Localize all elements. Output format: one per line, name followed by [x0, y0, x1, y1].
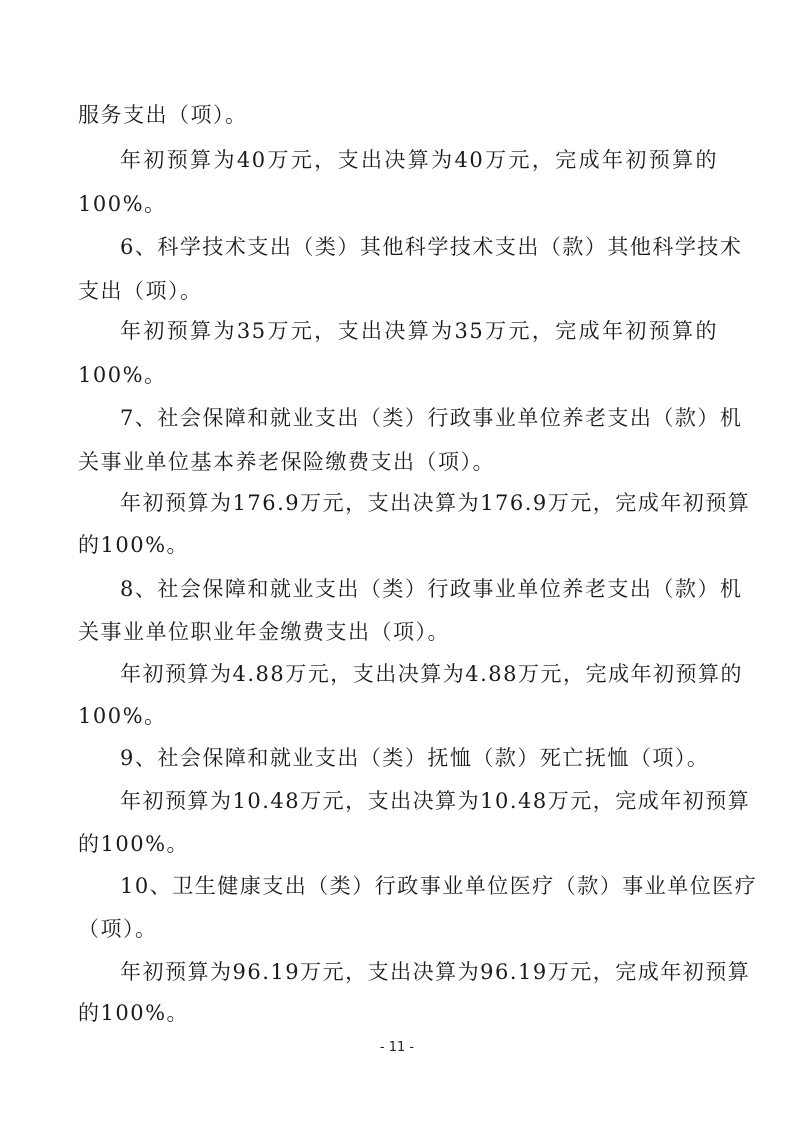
text-line: 年初预算为176.9万元，支出决算为176.9万元，完成年初预算 [120, 491, 751, 515]
page-number: - 11 - [379, 1040, 415, 1055]
text-line: 年初预算为96.19万元，支出决算为96.19万元，完成年初预算 [120, 960, 751, 984]
text-line: 的100%。 [78, 1001, 190, 1025]
text-line: 服务支出（项）。 [78, 103, 248, 127]
text-line: 8、社会保障和就业支出（类）行政事业单位养老支出（款）机 [120, 577, 743, 601]
text-line: 100%。 [78, 704, 167, 728]
text-line: 支出（项）。 [78, 279, 203, 303]
text-line: 年初预算为4.88万元，支出决算为4.88万元，完成年初预算的 [120, 662, 744, 686]
text-line: 6、科学技术支出（类）其他科学技术支出（款）其他科学技术 [120, 235, 743, 259]
text-line: （项）。 [78, 917, 158, 941]
text-line: 年初预算为10.48万元，支出决算为10.48万元，完成年初预算 [120, 789, 751, 813]
text-line: 100%。 [78, 192, 167, 216]
text-line: 100%。 [78, 363, 167, 387]
text-line: 7、社会保障和就业支出（类）行政事业单位养老支出（款）机 [120, 406, 743, 430]
text-line: 关事业单位职业年金缴费支出（项）。 [78, 620, 450, 644]
text-line: 年初预算为35万元，支出决算为35万元，完成年初预算的 [120, 319, 718, 343]
text-line: 关事业单位基本养老保险缴费支出（项）。 [78, 450, 495, 474]
text-line: 的100%。 [78, 533, 190, 557]
text-line: 10、卫生健康支出（类）行政事业单位医疗（款）事业单位医疗 [120, 874, 758, 898]
text-line: 年初预算为40万元，支出决算为40万元，完成年初预算的 [120, 148, 718, 172]
text-line: 的100%。 [78, 832, 190, 856]
text-line: 9、社会保障和就业支出（类）抚恤（款）死亡抚恤（项）。 [120, 746, 710, 770]
